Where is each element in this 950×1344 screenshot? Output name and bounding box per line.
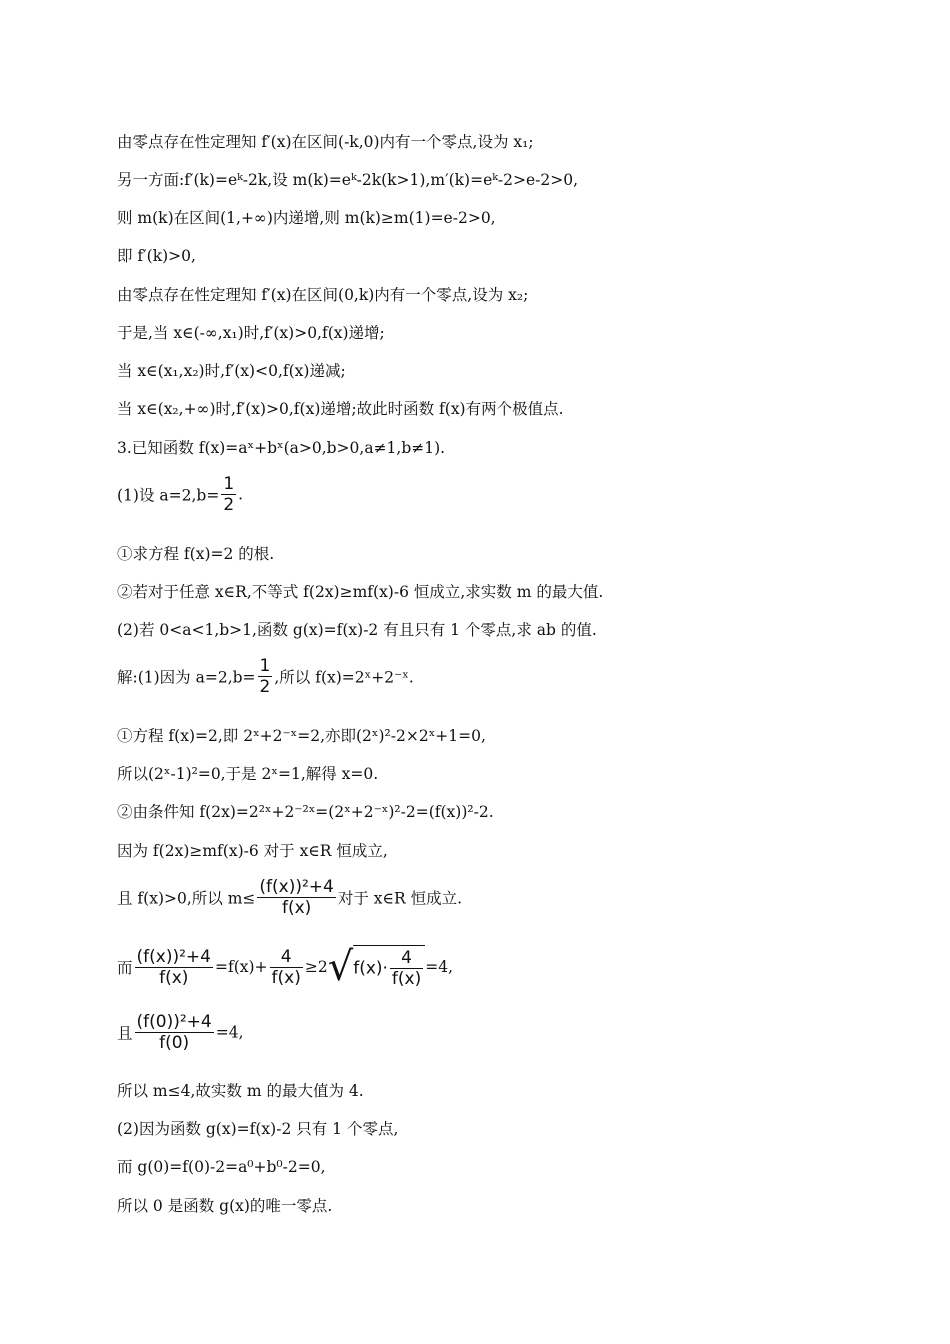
text-line: 于是,当 x∈(-∞,x₁)时,f′(x)>0,f(x)递增; xyxy=(117,324,385,342)
radical-sign-icon: √ xyxy=(327,944,354,990)
fraction xyxy=(221,474,236,515)
problem-statement: 3.已知函数 f(x)=aˣ+bˣ(a>0,b>0,a≠1,b≠1). xyxy=(117,439,446,457)
solution-line: (2)因为函数 g(x)=f(x)-2 只有 1 个零点, xyxy=(117,1120,399,1138)
fraction xyxy=(270,947,303,988)
question-1a: ①求方程 f(x)=2 的根. xyxy=(117,545,275,563)
equation-middle: =f(x)+ xyxy=(214,958,268,976)
solution-line: 因为 f(2x)≥mf(x)-6 对于 x∈R 恒成立, xyxy=(117,842,388,860)
equation-prefix: 且 f(x)>0,所以 m≤ xyxy=(117,889,256,908)
equation-at-zero xyxy=(117,1012,244,1053)
text-line: 另一方面:f′(k)=eᵏ-2k,设 m(k)=eᵏ-2k(k>1),m′(k)=eᵏ-2>e-2>0, xyxy=(117,171,579,189)
text-line: 由零点存在性定理知 f′(x)在区间(-k,0)内有一个零点,设为 x₁; xyxy=(117,133,534,151)
solution-intro xyxy=(117,656,414,697)
question-1-suffix: . xyxy=(238,485,244,504)
fraction xyxy=(135,947,213,988)
equation-prefix: 且 xyxy=(117,1024,133,1043)
numerator: 4 xyxy=(390,948,423,969)
denominator: 2 xyxy=(223,495,235,515)
solution-line: 所以(2ˣ-1)²=0,于是 2ˣ=1,解得 x=0. xyxy=(117,765,379,783)
denominator: f(x) xyxy=(391,969,422,989)
denominator: f(x) xyxy=(159,967,189,988)
solution-line: ①方程 f(x)=2,即 2ˣ+2⁻ˣ=2,亦即(2ˣ)²-2×2ˣ+1=0, xyxy=(117,727,486,745)
solution-line: 所以 m≤4,故实数 m 的最大值为 4. xyxy=(117,1082,364,1100)
text-line: 则 m(k)在区间(1,+∞)内递增,则 m(k)≥m(1)=e-2>0, xyxy=(117,209,496,227)
radicand xyxy=(353,945,425,989)
square-root xyxy=(328,945,426,989)
question-1-prefix: (1)设 a=2,b= xyxy=(117,486,220,505)
solution-line: 而 g(0)=f(0)-2=a⁰+b⁰-2=0, xyxy=(117,1158,326,1176)
numerator: 4 xyxy=(270,947,303,968)
text-line: 即 f′(k)>0, xyxy=(117,247,196,265)
denominator: 2 xyxy=(259,677,271,697)
question-1-setup xyxy=(117,474,243,515)
fraction xyxy=(390,948,423,989)
text-line: 由零点存在性定理知 f′(x)在区间(0,k)内有一个零点,设为 x₂; xyxy=(117,286,529,304)
text-line: 当 x∈(x₂,+∞)时,f′(x)>0,f(x)递增;故此时函数 f(x)有两个极值点. xyxy=(117,400,564,418)
equation-am-gm xyxy=(117,945,453,989)
numerator: (f(x))²+4 xyxy=(259,877,334,897)
equation-suffix: =4, xyxy=(425,958,454,976)
equation-suffix: =4, xyxy=(215,1023,244,1042)
solution-line: 所以 0 是函数 g(x)的唯一零点. xyxy=(117,1197,333,1215)
numerator: 1 xyxy=(223,474,235,494)
question-1b: ②若对于任意 x∈R,不等式 f(2x)≥mf(x)-6 恒成立,求实数 m 的最大值. xyxy=(117,583,604,601)
equation-inequality-m xyxy=(117,877,462,918)
denominator: f(x) xyxy=(281,898,312,918)
fraction xyxy=(258,656,273,697)
equation-suffix: 对于 x∈R 恒成立. xyxy=(337,889,463,908)
text-line: 当 x∈(x₁,x₂)时,f′(x)<0,f(x)递减; xyxy=(117,362,346,380)
numerator: 1 xyxy=(259,656,271,676)
question-2: (2)若 0<a<1,b>1,函数 g(x)=f(x)-2 有且只有 1 个零点,求 ab 的值. xyxy=(117,621,597,639)
numerator: (f(0))²+4 xyxy=(136,1012,212,1032)
denominator: f(x) xyxy=(271,967,301,988)
fraction xyxy=(135,1012,214,1053)
fraction xyxy=(257,877,335,918)
solution-line: ②由条件知 f(2x)=2²ˣ+2⁻²ˣ=(2ˣ+2⁻ˣ)²-2=(f(x))²-2. xyxy=(117,803,494,821)
solution-suffix: ,所以 f(x)=2ˣ+2⁻ˣ. xyxy=(274,668,414,687)
solution-prefix: 解:(1)因为 a=2,b= xyxy=(117,668,256,687)
equation-middle: ≥2 xyxy=(304,958,328,976)
numerator: (f(x))²+4 xyxy=(136,946,211,967)
equation-prefix: 而 xyxy=(117,959,133,977)
denominator: f(0) xyxy=(159,1033,190,1053)
radicand-left: f(x)· xyxy=(353,958,388,979)
